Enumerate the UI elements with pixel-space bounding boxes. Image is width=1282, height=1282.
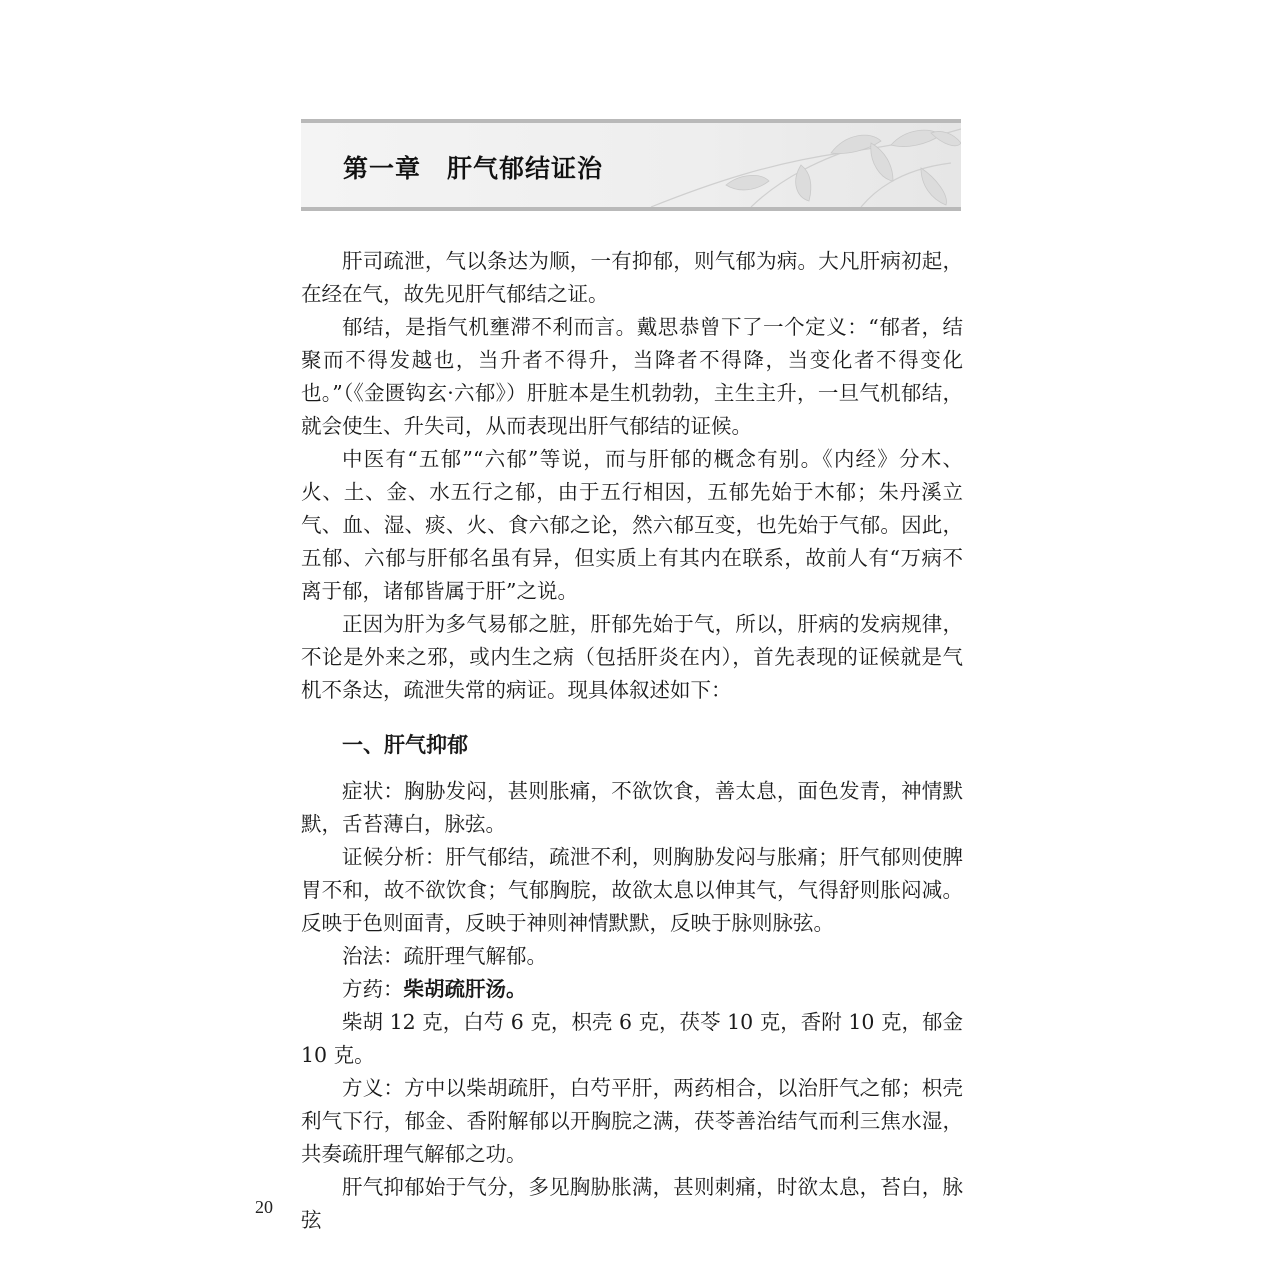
page-number: 20 <box>255 1197 273 1217</box>
chapter-title: 第一章 肝气郁结证治 <box>343 154 604 183</box>
page-body <box>301 245 963 1237</box>
paragraph: 正因为肝为多气易郁之脏，肝郁先始于气，所以，肝病的发病规律，不论是外来之邪，或内生之病（包括肝炎在内），首先表现的证候就是气机不条达，疏泄失常的病证。现具体叙述如下： <box>301 612 963 702</box>
prescription-label: 方药： <box>342 977 404 1001</box>
symptoms-paragraph: 症状：胸胁发闷，甚则胀痛，不欲饮食，善太息，面色发青，神情默默，舌苔薄白，脉弦。 <box>301 779 963 836</box>
section-heading: 一、肝气抑郁 <box>342 733 468 757</box>
treatment-paragraph: 治法：疏肝理气解郁。 <box>342 944 547 968</box>
leaf-decoration-icon <box>631 123 961 207</box>
paragraph: 郁结，是指气机壅滞不利而言。戴思恭曾下了一个定义：“郁者，结聚而不得发越也，当升者不得升，当降者不得降，当变化者不得变化也。”（《金匮钩玄·六郁》）肝脏本是生机勃勃，主生主升，一旦气机郁结，就会使生、升失司，从而表现出肝气郁结的证候。 <box>301 315 963 438</box>
explanation-paragraph: 方义：方中以柴胡疏肝，白芍平肝，两药相合，以治肝气之郁；枳壳利气下行，郁金、香附解郁以开胸脘之满，茯苓善治结气而利三焦水湿，共奏疏肝理气解郁之功。 <box>301 1076 963 1166</box>
analysis-paragraph: 证候分析：肝气郁结，疏泄不利，则胸胁发闷与胀痛；肝气郁则使脾胃不和，故不欲饮食；气郁胸脘，故欲太息以伸其气，气得舒则胀闷减。反映于色则面青，反映于神则神情默默，反映于脉则脉弦。 <box>301 845 963 935</box>
chapter-banner <box>301 119 961 211</box>
closing-paragraph: 肝气抑郁始于气分，多见胸胁胀满，甚则刺痛，时欲太息，苔白，脉弦 <box>301 1175 963 1232</box>
ingredients-paragraph: 柴胡 12 克，白芍 6 克，枳壳 6 克，茯苓 10 克，香附 10 克，郁金 10 克。 <box>301 1010 963 1067</box>
prescription-paragraph <box>301 973 963 1006</box>
prescription-name: 柴胡疏肝汤。 <box>403 977 527 1001</box>
paragraph: 中医有“五郁”“六郁”等说，而与肝郁的概念有别。《内经》分木、火、土、金、水五行之郁，由于五行相因，五郁先始于木郁；朱丹溪立气、血、湿、痰、火、食六郁之论，然六郁互变，也先始于气郁。因此，五郁、六郁与肝郁名虽有异，但实质上有其内在联系，故前人有“万病不离于郁，诸郁皆属于肝”之说。 <box>301 447 963 603</box>
paragraph: 肝司疏泄，气以条达为顺，一有抑郁，则气郁为病。大凡肝病初起，在经在气，故先见肝气郁结之证。 <box>301 249 963 306</box>
